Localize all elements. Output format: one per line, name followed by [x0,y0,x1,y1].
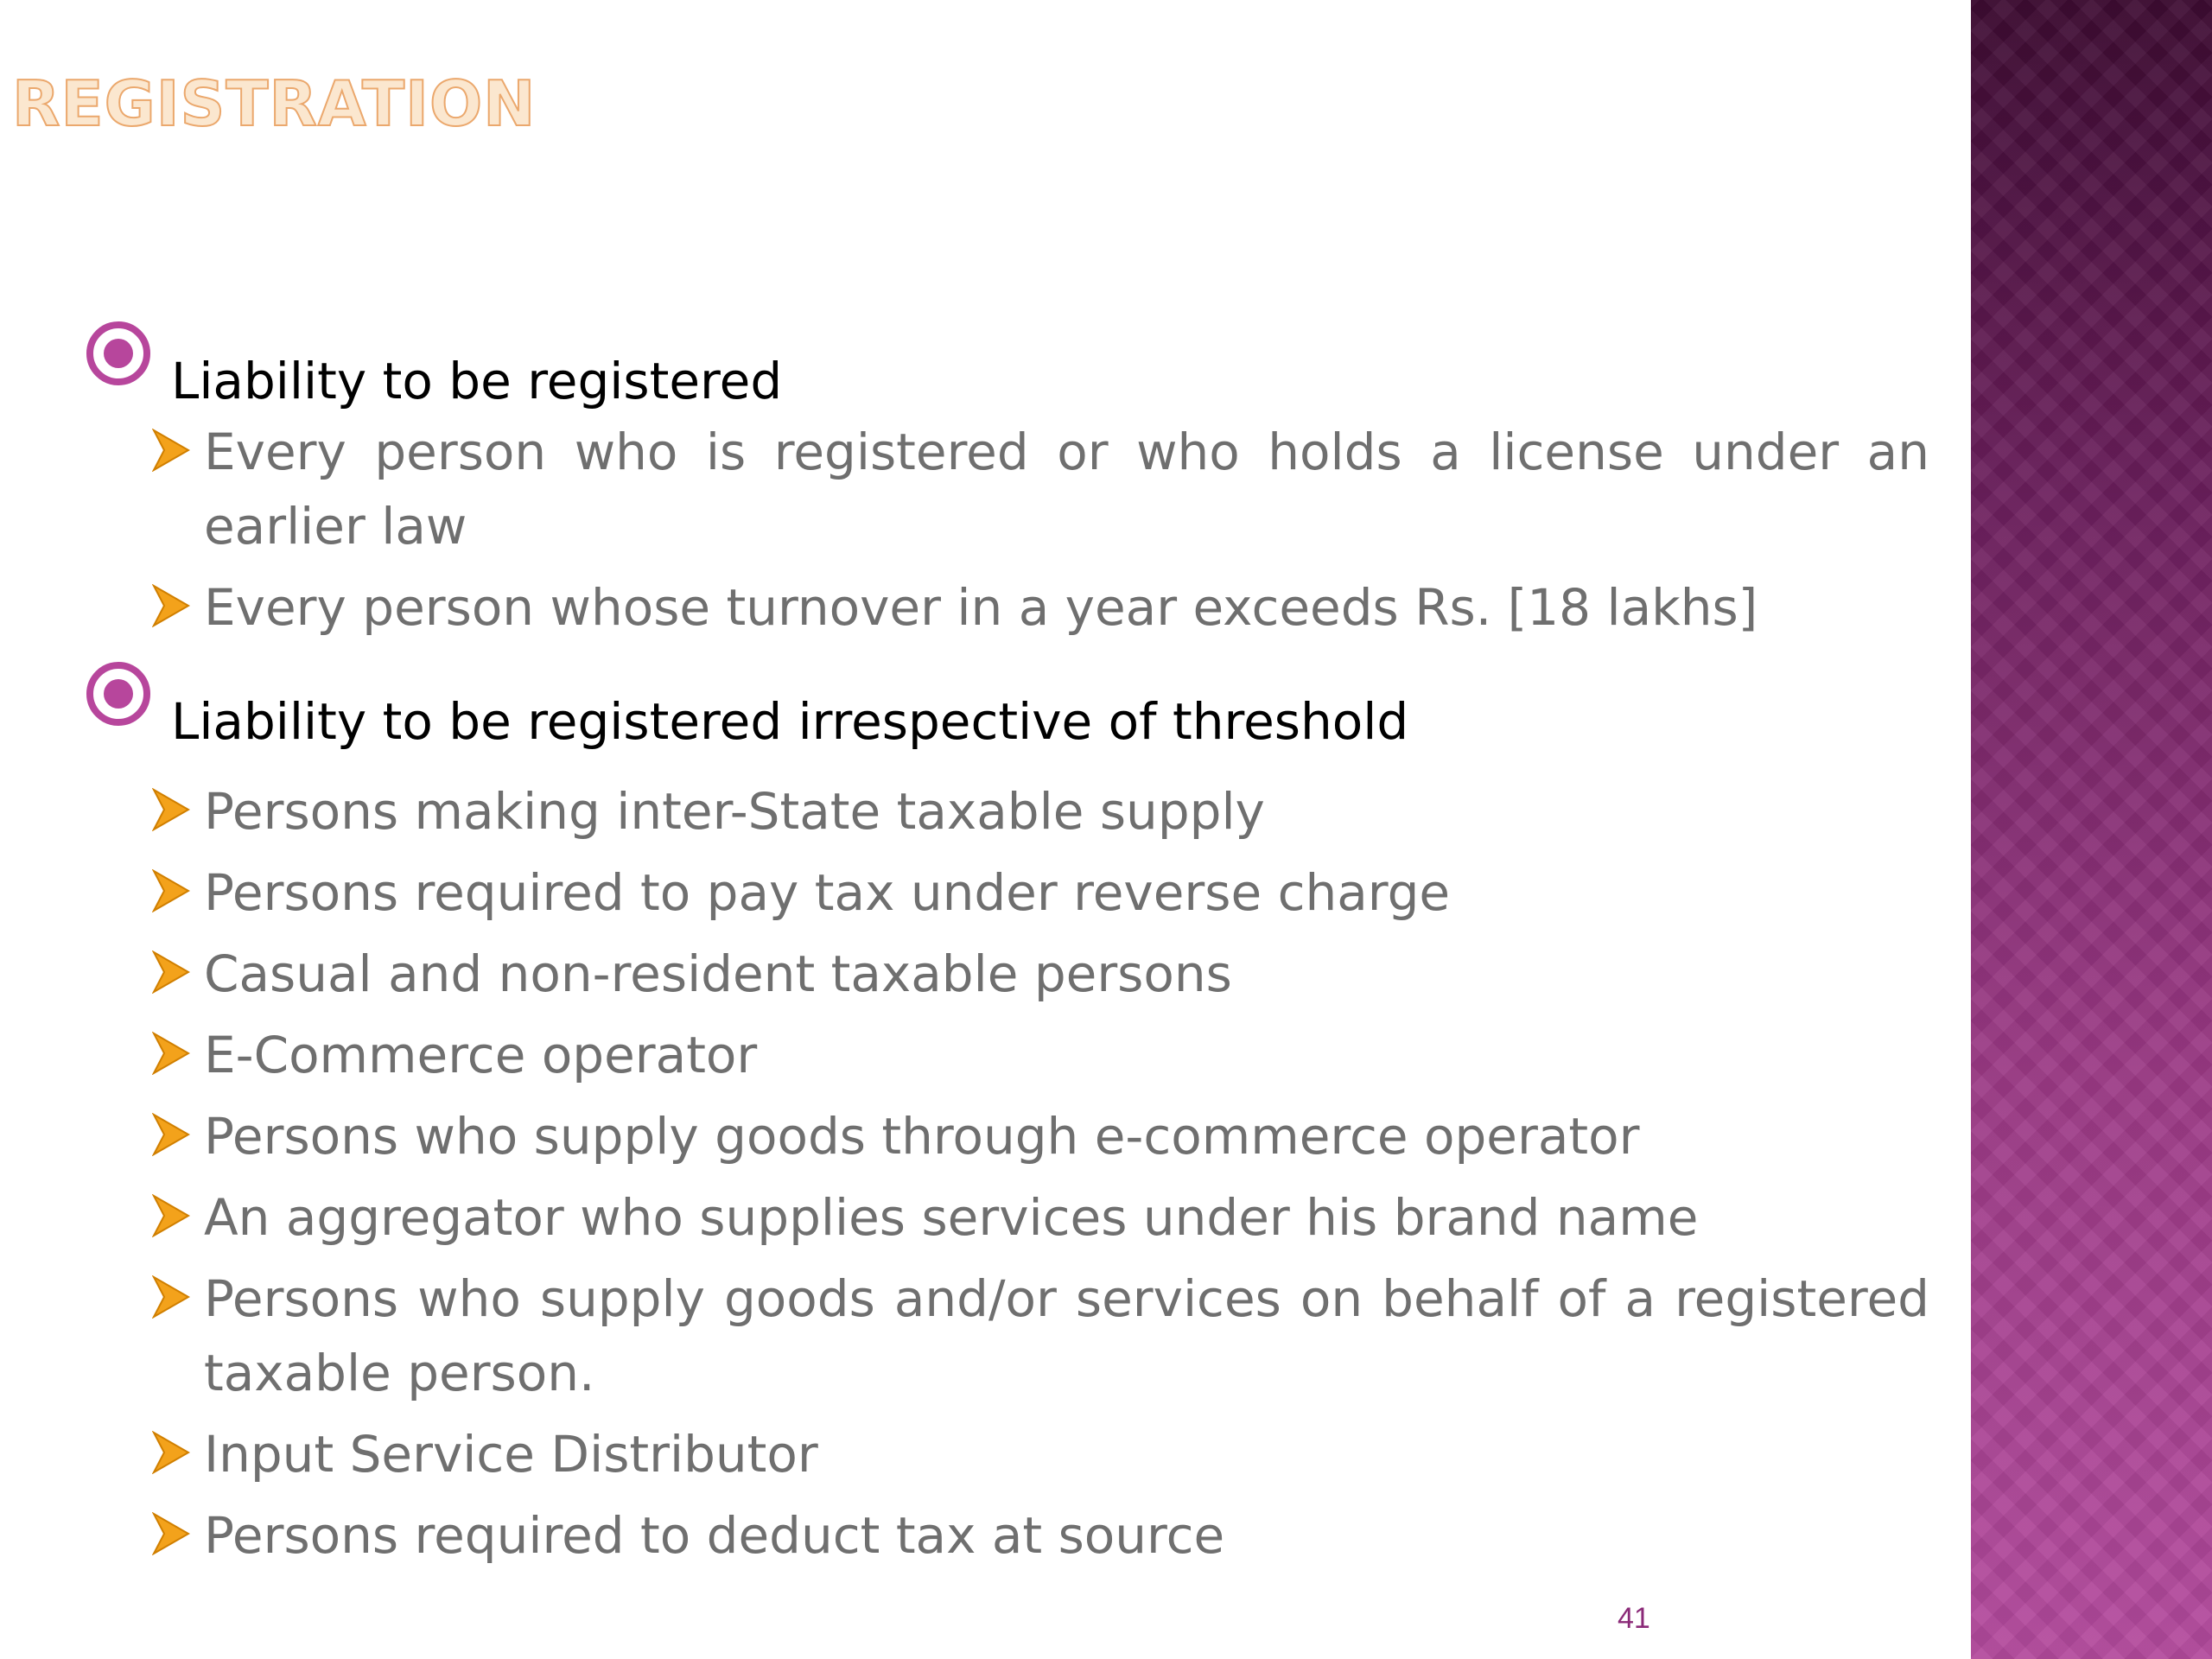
section-heading [86,321,1929,410]
section-heading-label: Liability to be registered irrespective of threshold [171,692,1409,751]
list-item-text: Every person whose turnover in a year exceeds Rs. [18 lakhs] [204,578,1758,637]
section-liability-to-register [86,321,1929,652]
target-bullet-icon [86,662,150,726]
list-item [86,570,1929,645]
list-item-text: Input Service Distributor [204,1425,818,1484]
arrow-bullet-icon [152,1431,190,1474]
decorative-side-panel [1971,0,2212,1659]
list-item [86,937,1929,1011]
list-item [86,774,1929,849]
list-item [86,415,1929,563]
list-item-text: E-Commerce operator [204,1026,758,1084]
page-number: 41 [1618,1602,1650,1635]
list-item-text: Persons who supply goods through e-commerce operator [204,1107,1640,1166]
list-item-text: Persons making inter-State taxable supply [204,782,1265,841]
list-item [86,1099,1929,1173]
list-item-text: Every person who is registered or who holds a license under an earlier law [204,423,1929,556]
list-item-text: Casual and non-resident taxable persons [204,944,1232,1003]
list-item-text: Persons who supply goods and/or services on behalf of a registered taxable person. [204,1269,1929,1402]
arrow-bullet-icon [152,584,190,627]
section-irrespective-of-threshold [86,662,1929,1580]
list-item [86,855,1929,930]
arrow-bullet-icon [152,1032,190,1075]
list-item [86,1018,1929,1092]
list-item-text: Persons required to deduct tax at source [204,1506,1225,1565]
arrow-bullet-icon [152,950,190,994]
target-bullet-icon [86,321,150,385]
list-item [86,1498,1929,1573]
list-item [86,1180,1929,1255]
arrow-bullet-icon [152,429,190,472]
list-item-text: Persons required to pay tax under reverse charge [204,863,1451,922]
arrow-bullet-icon [152,1194,190,1237]
arrow-bullet-icon [152,1275,190,1319]
slide-title: REGISTRATION [12,67,537,140]
section-heading [86,662,1929,751]
section-heading-label: Liability to be registered [171,352,783,410]
bullet-list [86,774,1929,1573]
arrow-bullet-icon [152,788,190,831]
list-item [86,1417,1929,1491]
arrow-bullet-icon [152,869,190,912]
list-item-text: An aggregator who supplies services under his brand name [204,1188,1699,1247]
arrow-bullet-icon [152,1512,190,1555]
list-item [86,1262,1929,1410]
bullet-list [86,415,1929,645]
arrow-bullet-icon [152,1113,190,1156]
